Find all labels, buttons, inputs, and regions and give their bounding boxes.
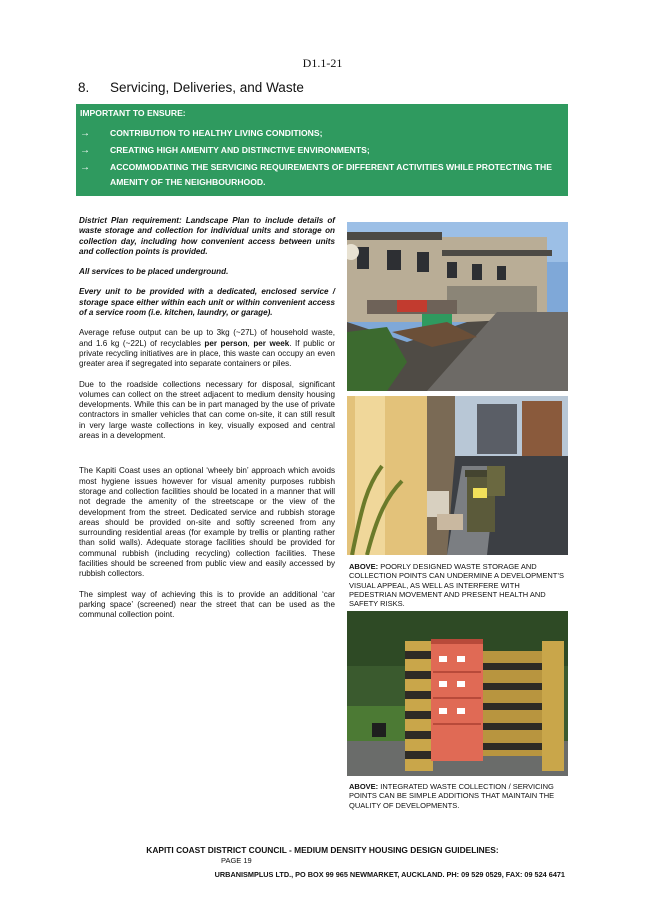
page-reference: D1.1-21 [302,56,343,70]
footer-page-number: PAGE 19 [221,856,252,865]
footer-address: URBANISMPLUS LTD., PO BOX 99 965 NEWMARKET, AUCKLAND. PH: 09 529 0529, FAX: 09 524 6471 [214,870,565,879]
requirement-paragraph: District Plan requirement: Landscape Plan to include details of waste storage and collection for individual units and storage on collection day, including how convenient access between units and collection points is provided. [79,216,335,256]
caption-text: INTEGRATED WASTE COLLECTION / SERVICING POINTS CAN BE SIMPLE ADDITIONS THAT MAINTAIN THE QUALITY OF DEVELOPMENTS. [349,782,555,810]
photo-caption-2 [349,782,569,810]
photo-caption-1 [349,562,569,608]
photo-bins-image [347,396,568,555]
text-run: , [247,338,254,348]
requirement-paragraph: All services to be placed underground. [79,267,229,277]
text-run-bold: per person [204,338,248,348]
photo-bins-on-footpath [347,396,568,555]
text-run-bold: per week [253,338,290,348]
caption-label: ABOVE: [349,782,379,791]
text-run: . If public or private recycling initiatives are in place, this waste can occupy an even greater area if segregated into separate containers or piles. [79,338,335,369]
body-text-column [79,216,335,631]
photo-townhouses-image [347,222,568,391]
body-paragraph: The simplest way of achieving this is to provide an additional ‘car parking space’ (screened) near the street that can be used as the communal collection point. [79,589,335,620]
important-bullet [80,143,564,158]
body-paragraph: Due to the roadside collections necessary for disposal, significant volumes can collect on the street adjacent to medium density housing developments. While this can be in part managed by the use of private contractors in smaller vehicles that can come on-site, it can still result in very large waste collections in key, visually exposed and central areas in a development. [79,379,335,441]
arrow-right-icon: → [80,162,90,173]
text-run: Average refuse output can be up to 3kg (~27L) of household waste, and 1.6 kg (~22L) of recyclables [79,328,335,348]
important-bullet [80,160,564,190]
arrow-right-icon: → [80,145,90,156]
bullet-text: ACCOMMODATING THE SERVICING REQUIREMENTS OF DIFFERENT ACTIVITIES WHILE PROTECTING THE AMENITY OF THE NEIGHBOURHOOD. [110,162,552,187]
bullet-text: CONTRIBUTION TO HEALTHY LIVING CONDITIONS; [110,128,323,138]
body-paragraph: The Kapiti Coast uses an optional ‘wheely bin’ approach which avoids most hygiene issues however for visual amenity purposes rubbish storage and collection facilities should be located in a manner that will not degrade the amenity of the streetscape or the view of the development from the street. Dedicated service and rubbish storage areas should be provided on-site and softly screened from any surrounding residential areas (for example by trellis or planting rather than solid walls). Adequate storage facilities should be provided for communal rubbish (including recycling) collection facilities. These facilities should be screened from public view and easily accessed by rubbish collectors. [79,466,335,579]
section-title: Servicing, Deliveries, and Waste [110,80,304,95]
section-heading [78,80,304,95]
body-paragraph [79,328,335,369]
photo-collection-point-image [347,611,568,776]
section-number: 8. [78,80,90,95]
bullet-text: CREATING HIGH AMENITY AND DISTINCTIVE ENVIRONMENTS; [110,145,370,155]
caption-label: ABOVE: [349,562,379,571]
important-bullet [80,126,564,141]
photo-collection-point [347,611,568,776]
caption-text: POORLY DESIGNED WASTE STORAGE AND COLLECTION POINTS CAN UNDERMINE A DEVELOPMENT’S VISUAL APPEAL, AS WELL AS INTERFERE WITH PEDESTRIAN MOVEMENT AND PRESENT HEALTH AND SAFETY RISKS. [349,562,565,609]
important-box [76,104,568,196]
important-title: IMPORTANT TO ENSURE: [80,108,186,118]
photo-townhouses [347,222,568,391]
footer-title: KAPITI COAST DISTRICT COUNCIL - MEDIUM DENSITY HOUSING DESIGN GUIDELINES: [146,845,499,855]
requirement-paragraph: Every unit to be provided with a dedicated, enclosed service / storage space either within each unit or within convenient access of a service room (i.e. kitchen, laundry, or garage). [79,287,335,318]
arrow-right-icon: → [80,128,90,139]
